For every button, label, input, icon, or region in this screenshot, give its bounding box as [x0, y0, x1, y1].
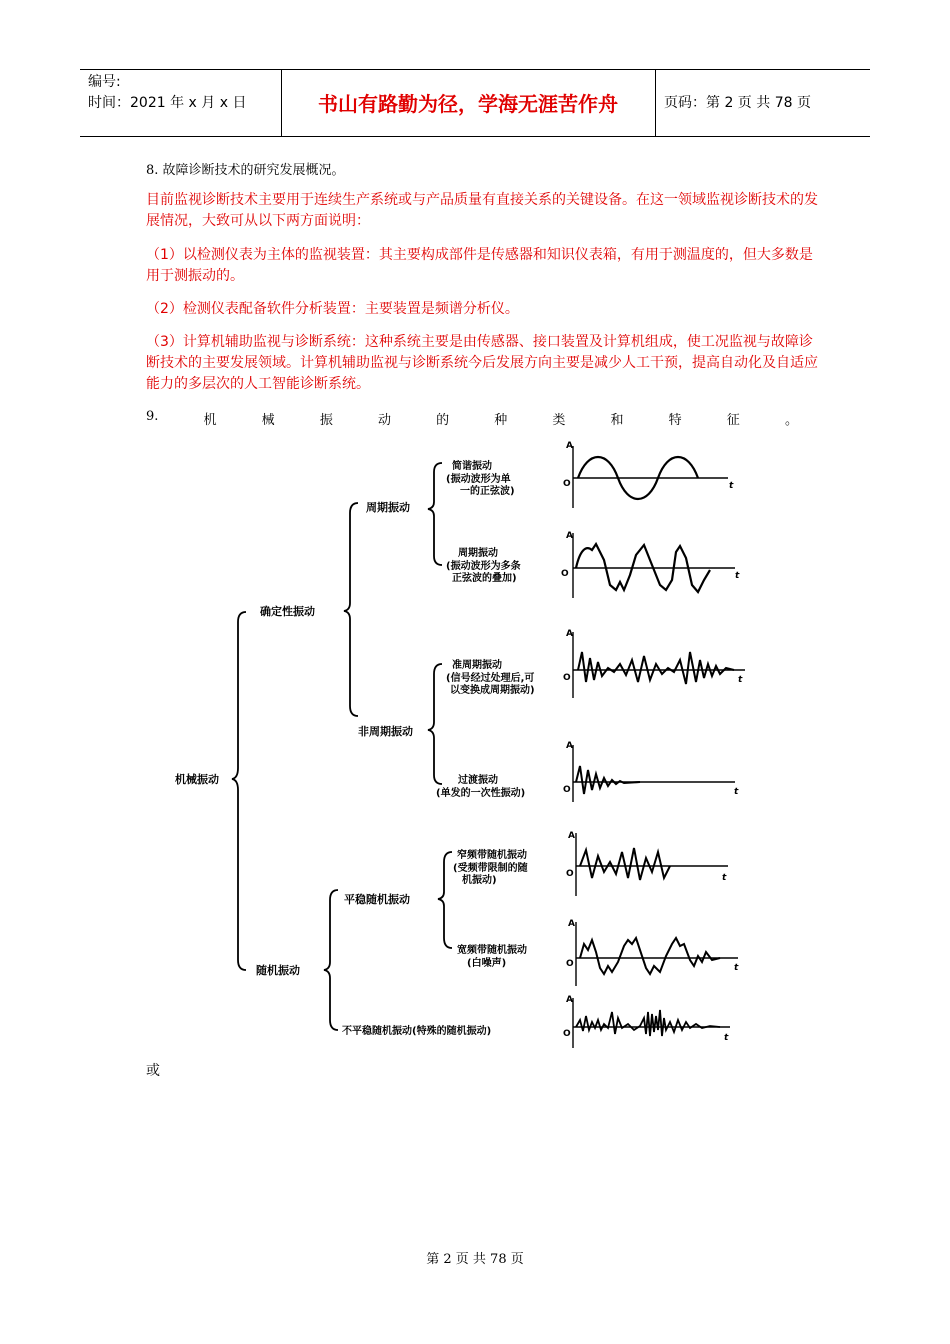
- label-root: 机械振动: [175, 773, 219, 786]
- periodic-brace: [428, 463, 442, 565]
- svg-text:O: O: [563, 1029, 571, 1039]
- label-deterministic: 确定性振动: [260, 605, 315, 618]
- aperiodic-brace: [428, 664, 442, 784]
- label-aperiodic: 非周期振动: [358, 725, 413, 738]
- root-brace: [232, 612, 246, 970]
- label-narrow-desc: 机振动): [462, 875, 497, 886]
- q9-char: 的: [436, 413, 450, 428]
- label-random: 随机振动: [256, 964, 300, 977]
- svg-text:A: A: [566, 995, 573, 1005]
- header-divider: [655, 69, 656, 136]
- page-footer: 第 2 页 共 78 页: [426, 1252, 524, 1267]
- plot-transient: [563, 741, 739, 802]
- svg-text:O: O: [563, 673, 571, 683]
- q9-char: 振: [319, 413, 333, 428]
- label-periodic: 周期振动: [366, 501, 410, 514]
- time-label: 时间：2021 年 x 月 x 日: [88, 95, 247, 111]
- number-label: 编号:: [88, 74, 121, 90]
- svg-text:A: A: [566, 629, 573, 639]
- q8-heading: 8. 故障诊断技术的研究发展概况。: [146, 163, 345, 178]
- svg-text:O: O: [563, 479, 571, 489]
- svg-text:A: A: [568, 919, 575, 929]
- svg-text:t: t: [735, 571, 740, 581]
- plot-quasi-periodic: [563, 629, 745, 698]
- svg-text:O: O: [563, 785, 571, 795]
- svg-text:t: t: [729, 481, 734, 491]
- header-page-info: 页码：第 2 页 共 78 页: [664, 95, 811, 111]
- label-wide: 宽频带随机振动: [457, 945, 527, 956]
- svg-text:A: A: [566, 441, 573, 451]
- svg-text:O: O: [566, 959, 574, 969]
- header-meta: [88, 72, 246, 114]
- plot-periodic: [561, 531, 740, 598]
- q8-item-2: （2）检测仪表配备软件分析装置：主要装置是频谱分析仪。: [146, 301, 519, 317]
- label-wide-desc: (白噪声): [467, 958, 507, 969]
- svg-text:t: t: [734, 963, 739, 973]
- label-harmonic: 简谐振动: [452, 461, 492, 472]
- header-motto: 书山有路勤为径，学海无涯苦作舟: [318, 92, 618, 116]
- q9-char: 动: [377, 413, 391, 428]
- label-quasi: 准周期振动: [452, 660, 502, 671]
- stationary-brace: [438, 852, 452, 948]
- q9-char: 种: [494, 413, 508, 428]
- q9-char: 类: [552, 413, 566, 428]
- label-periodic2-desc: (振动波形为多条: [446, 561, 521, 572]
- q8-intro: 目前监视诊断技术主要用于连续生产系统或与产品质量有直接关系的关键设备。在这一领域监视诊断技术的发展情况，大致可从以下两方面说明：: [146, 192, 818, 229]
- q8-item-3: （3）计算机辅助监视与诊断系统：这种系统主要是由传感器、接口装置及计算机组成，使工况监视与故障诊断技术的主要发展领域。计算机辅助监视与诊断系统今后发展方向主要是减少人工干预，提高自动化及自适应能力的多层次的人工智能诊断系统。: [146, 334, 818, 392]
- random-brace: [324, 890, 338, 1030]
- svg-text:t: t: [734, 787, 739, 797]
- label-narrow-desc: (受频带限制的随: [453, 863, 528, 874]
- or-text: 或: [146, 1063, 160, 1079]
- q9-heading: [146, 409, 798, 428]
- plot-nonstationary-random: [563, 995, 730, 1048]
- svg-text:A: A: [566, 531, 573, 541]
- header-bottom-rule: [80, 136, 870, 137]
- svg-text:t: t: [722, 873, 727, 883]
- label-transient: 过渡振动: [458, 775, 498, 786]
- plot-narrowband-random: [566, 831, 728, 896]
- label-quasi-desc: 以变换成周期振动): [450, 685, 535, 696]
- svg-text:A: A: [566, 741, 573, 751]
- label-periodic2: 周期振动: [458, 548, 498, 559]
- svg-text:O: O: [566, 869, 574, 879]
- svg-text:O: O: [561, 569, 569, 579]
- deterministic-brace: [344, 503, 358, 716]
- plot-wideband-random: [566, 919, 739, 986]
- q9-char: 9.: [146, 409, 159, 424]
- q9-char: 械: [261, 413, 275, 428]
- plot-harmonic: [563, 441, 734, 508]
- label-nonstationary: 不平稳随机振动(特殊的随机振动): [342, 1026, 492, 1037]
- label-narrow: 窄频带随机振动: [457, 850, 527, 861]
- q9-char: 特: [668, 413, 682, 428]
- q9-char: 机: [203, 413, 217, 428]
- label-harmonic-desc: 一的正弦波): [460, 486, 515, 497]
- q8-item-1: （1）以检测仪表为主体的监视装置：其主要构成部件是传感器和知识仪表箱，有用于测温度的，但大多数是用于测振动的。: [146, 247, 813, 284]
- q9-char: 征: [726, 413, 740, 428]
- q9-char: 。: [784, 413, 798, 428]
- label-stationary: 平稳随机振动: [344, 893, 410, 906]
- label-periodic2-desc: 正弦波的叠加): [452, 573, 517, 584]
- svg-text:t: t: [738, 675, 743, 685]
- label-transient-desc: (单发的一次性振动): [436, 788, 526, 799]
- svg-text:t: t: [724, 1033, 729, 1043]
- label-harmonic-desc: (振动波形为单: [446, 474, 511, 485]
- q9-char: 和: [610, 413, 624, 428]
- label-quasi-desc: (信号经过处理后,可: [446, 673, 535, 684]
- svg-text:A: A: [568, 831, 575, 841]
